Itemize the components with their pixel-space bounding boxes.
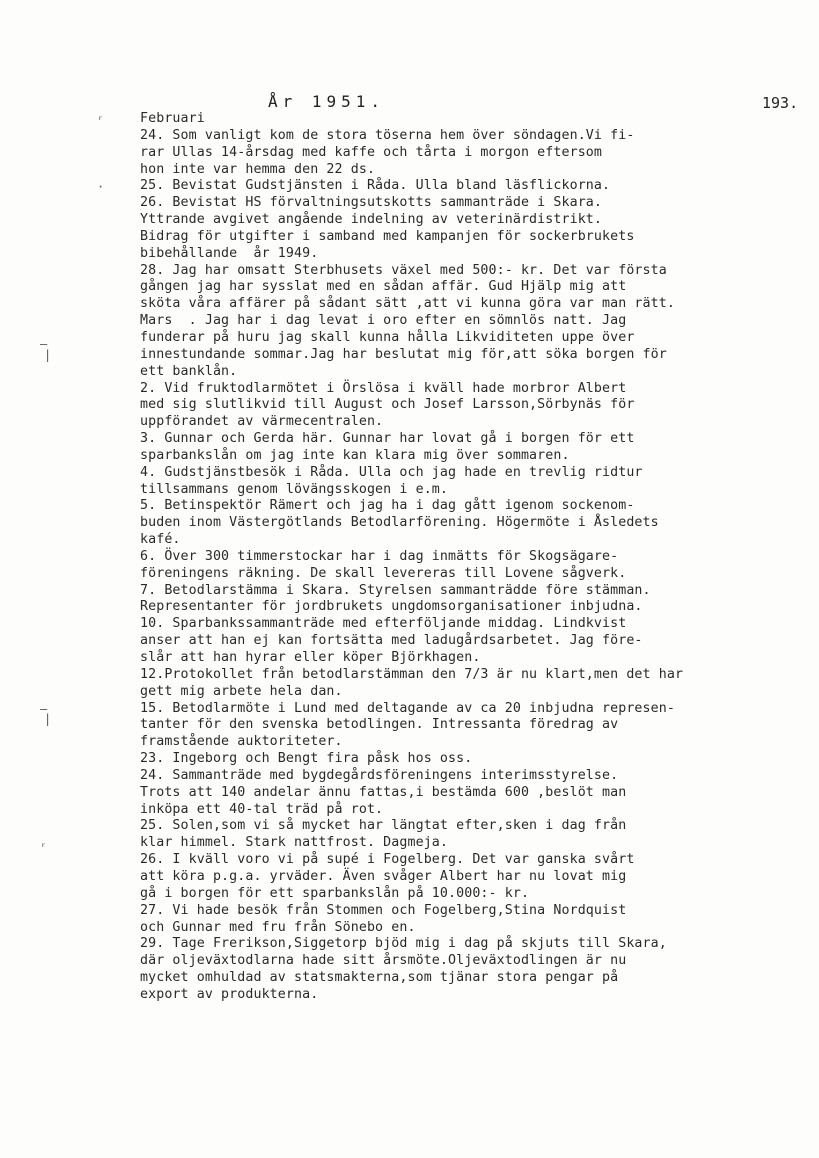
text-line: tillsammans genom lövängsskogen i e.m. (140, 481, 449, 497)
text-line: 24. Som vanligt kom de stora töserna hem över söndagen.Vi fi- (140, 127, 635, 143)
text-line: gången jag har sysslat med en sådan affär. Gud Hjälp mig att (140, 279, 627, 295)
text-line: och Gunnar med fru från Sönebo en. (140, 919, 416, 935)
text-line: Bidrag för utgifter i samband med kampanjen för sockerbrukets (140, 228, 635, 244)
text-line: 29. Tage Frerikson,Siggetorp bjöd mig i dag på skjuts till Skara, (140, 936, 667, 952)
text-line: framstående auktoriteter. (140, 734, 343, 750)
text-line: gett mig arbete hela dan. (140, 683, 343, 699)
text-line: gå i borgen för ett sparbankslån på 10.000:- kr. (140, 885, 530, 901)
text-line: 3. Gunnar och Gerda här. Gunnar har lovat gå i borgen för ett (140, 431, 635, 447)
text-line: 12.Protokollet från betodlarstämman den 7/3 är nu klart,men det har (140, 666, 684, 682)
margin-mark: | (44, 348, 52, 362)
text-line: 25. Bevistat Gudstjänsten i Råda. Ulla bland läsflickorna. (140, 178, 611, 194)
text-line: uppförandet av värmecentralen. (140, 414, 384, 430)
text-line: inköpa ett 40-tal träd på rot. (140, 801, 384, 817)
text-line: 27. Vi hade besök från Stommen och Fogelberg,Stina Nordquist (140, 902, 627, 918)
year-heading: År 1951. (268, 92, 386, 111)
diary-text (140, 111, 808, 1004)
text-line: med sig slutlikvid till August och Josef Larsson,Sörbynäs för (140, 397, 635, 413)
text-line: att köra p.g.a. yrväder. Även svåger Albert har nu lovat mig (140, 868, 627, 884)
text-line: 23. Ingeborg och Bengt fira påsk hos oss. (140, 751, 473, 767)
text-line: Trots att 140 andelar ännu fattas,i bestämda 600 ,beslöt man (140, 784, 627, 800)
text-line: 26. I kväll voro vi på supé i Fogelberg. Det var ganska svårt (140, 852, 635, 868)
text-line: 25. Solen,som vi så mycket har längtat efter,sken i dag från (140, 818, 627, 834)
text-line: rar Ullas 14-årsdag med kaffe och tårta i morgon eftersom (140, 144, 603, 160)
text-line: funderar på huru jag skall kunna hålla Likviditeten uppe över (140, 329, 635, 345)
text-line: 4. Gudstjänstbesök i Råda. Ulla och jag hade en trevlig ridtur (140, 464, 643, 480)
text-line: där oljeväxtodlarna hade sitt årsmöte.Oljeväxtodlingen är nu (140, 953, 627, 969)
text-line: innestundande sommar.Jag har beslutat mig för,att söka borgen för (140, 346, 667, 362)
text-line: sköta våra affärer på sådant sätt ,att vi kunna göra var man rätt. (140, 296, 675, 312)
text-line: 2. Vid fruktodlarmötet i Örslösa i kväll hade morbror Albert (140, 380, 627, 396)
text-line: tanter för den svenska betodlingen. Intressanta föredrag av (140, 717, 619, 733)
text-line: anser att han ej kan fortsätta med ladugårdsarbetet. Jag före- (140, 633, 643, 649)
text-line: Representanter för jordbrukets ungdomsorganisationer inbjudna. (140, 599, 643, 615)
margin-mark: | (44, 712, 52, 726)
text-line: 26. Bevistat HS förvaltningsutskotts sammanträde i Skara. (140, 195, 603, 211)
margin-mark: – (40, 337, 48, 351)
text-line: export av produkterna. (140, 986, 319, 1002)
text-line: slår att han hyrar eller köper Björkhagen. (140, 650, 481, 665)
margin-mark: · (97, 180, 105, 194)
text-line: 28. Jag har omsatt Sterbhusets växel med 500:- kr. Det var första (140, 262, 667, 278)
text-line: kafé. (140, 532, 181, 548)
text-line: 6. Över 300 timmerstockar har i dag inmätts för Skogsägare- (140, 548, 619, 564)
text-line: 5. Betinspektör Rämert och jag ha i dag gått igenom sockenom- (140, 498, 635, 514)
text-line: ett banklån. (140, 363, 238, 379)
margin-mark: ʳ (97, 113, 105, 127)
text-line: hon inte var hemma den 22 ds. (140, 161, 376, 177)
text-line: föreningens räkning. De skall levereras till Lovene sågverk. (140, 565, 627, 581)
text-line: klar himmel. Stark nattfrost. Dagmeja. (140, 835, 449, 851)
text-line: Februari (140, 111, 205, 126)
text-line: 24. Sammanträde med bygdegårdsföreningens interimsstyrelse. (140, 767, 619, 783)
margin-mark: ʳ (40, 840, 48, 854)
text-line: sparbankslån om jag inte kan klara mig över sommaren. (140, 447, 570, 463)
text-line: 15. Betodlarmöte i Lund med deltagande av ca 20 inbjudna represen- (140, 700, 675, 716)
text-line: bibehållande år 1949. (140, 245, 319, 261)
text-line: Mars . Jag har i dag levat i oro efter en sömnlös natt. Jag (140, 313, 627, 329)
text-line: 10. Sparbankssammanträde med efterföljande middag. Lindkvist (140, 616, 627, 632)
text-line: buden inom Västergötlands Betodlarförening. Högermöte i Åsledets (140, 515, 659, 531)
text-line: 7. Betodlarstämma i Skara. Styrelsen sammanträdde före stämman. (140, 582, 651, 598)
margin-mark: – (40, 702, 48, 716)
text-line: Yttrande avgivet angående indelning av veterinärdistrikt. (140, 212, 603, 228)
page-number: 193. (762, 94, 799, 112)
text-line: mycket omhuldad av statsmakterna,som tjänar stora pengar på (140, 970, 619, 986)
